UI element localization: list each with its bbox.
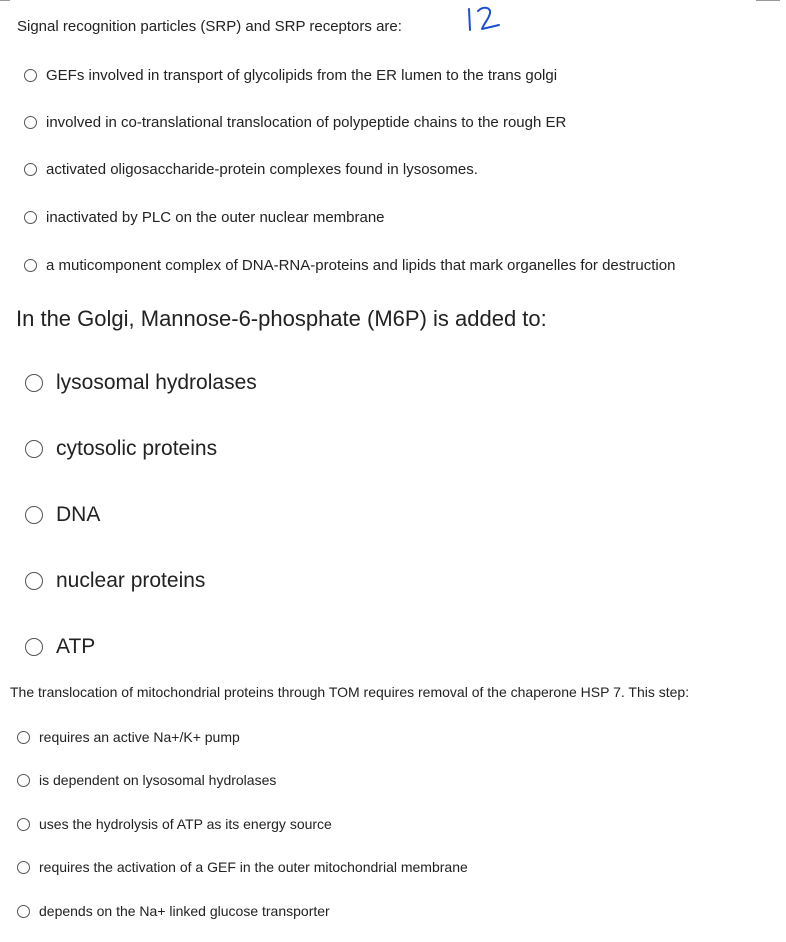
option-label: requires an active Na+/K+ pump xyxy=(39,729,240,745)
option-label: is dependent on lysosomal hydrolases xyxy=(39,772,277,788)
radio-button[interactable] xyxy=(24,163,37,176)
radio-button[interactable] xyxy=(24,69,37,82)
handwritten-17-annotation-icon xyxy=(465,3,515,43)
radio-button[interactable] xyxy=(25,374,43,392)
q3-option-1[interactable] xyxy=(17,729,240,745)
q3-option-3[interactable] xyxy=(17,816,332,832)
option-label: inactivated by PLC on the outer nuclear membrane xyxy=(46,209,385,226)
q2-option-1[interactable] xyxy=(25,371,257,395)
q2-option-5[interactable] xyxy=(25,635,95,659)
option-label: a muticomponent complex of DNA-RNA-proteins and lipids that mark organelles for destruction xyxy=(46,257,676,274)
option-label: involved in co-translational translocation of polypeptide chains to the rough ER xyxy=(46,114,567,131)
q1-option-2[interactable] xyxy=(24,114,566,131)
radio-button[interactable] xyxy=(24,211,37,224)
option-label: GEFs involved in transport of glycolipids from the ER lumen to the trans golgi xyxy=(46,67,558,84)
option-label: ATP xyxy=(56,635,96,658)
radio-button[interactable] xyxy=(17,861,30,874)
option-label: depends on the Na+ linked glucose transporter xyxy=(39,903,330,919)
q3-option-4[interactable] xyxy=(17,859,468,875)
radio-button[interactable] xyxy=(25,506,43,524)
question-1-prompt: Signal recognition particles (SRP) and SRP receptors are: xyxy=(17,18,402,35)
top-divider-left xyxy=(0,0,10,1)
question-3-prompt: The translocation of mitochondrial proteins through TOM requires removal of the chaperone HSP 7. This step: xyxy=(10,684,690,700)
q3-option-2[interactable] xyxy=(17,772,276,788)
question-2-prompt: In the Golgi, Mannose-6-phosphate (M6P) is added to: xyxy=(16,306,547,331)
q1-option-1[interactable] xyxy=(24,67,557,84)
q1-option-3[interactable] xyxy=(24,161,478,178)
q2-option-2[interactable] xyxy=(25,437,217,461)
q2-option-3[interactable] xyxy=(25,503,100,527)
option-label: cytosolic proteins xyxy=(56,437,218,460)
radio-button[interactable] xyxy=(17,731,30,744)
radio-button[interactable] xyxy=(25,440,43,458)
radio-button[interactable] xyxy=(25,638,43,656)
option-label: activated oligosaccharide-protein complexes found in lysosomes. xyxy=(46,161,478,178)
radio-button[interactable] xyxy=(17,905,30,918)
radio-button[interactable] xyxy=(17,774,30,787)
option-label: lysosomal hydrolases xyxy=(56,371,257,394)
q3-option-5[interactable] xyxy=(17,903,330,919)
top-divider-right xyxy=(756,0,780,1)
option-label: DNA xyxy=(56,503,101,526)
option-label: uses the hydrolysis of ATP as its energy source xyxy=(39,816,332,832)
q1-option-4[interactable] xyxy=(24,209,385,226)
radio-button[interactable] xyxy=(24,116,37,129)
radio-button[interactable] xyxy=(17,818,30,831)
radio-button[interactable] xyxy=(25,572,43,590)
q2-option-4[interactable] xyxy=(25,569,205,593)
option-label: requires the activation of a GEF in the outer mitochondrial membrane xyxy=(39,859,468,875)
q1-option-5[interactable] xyxy=(24,257,675,274)
option-label: nuclear proteins xyxy=(56,569,206,592)
radio-button[interactable] xyxy=(24,259,37,272)
